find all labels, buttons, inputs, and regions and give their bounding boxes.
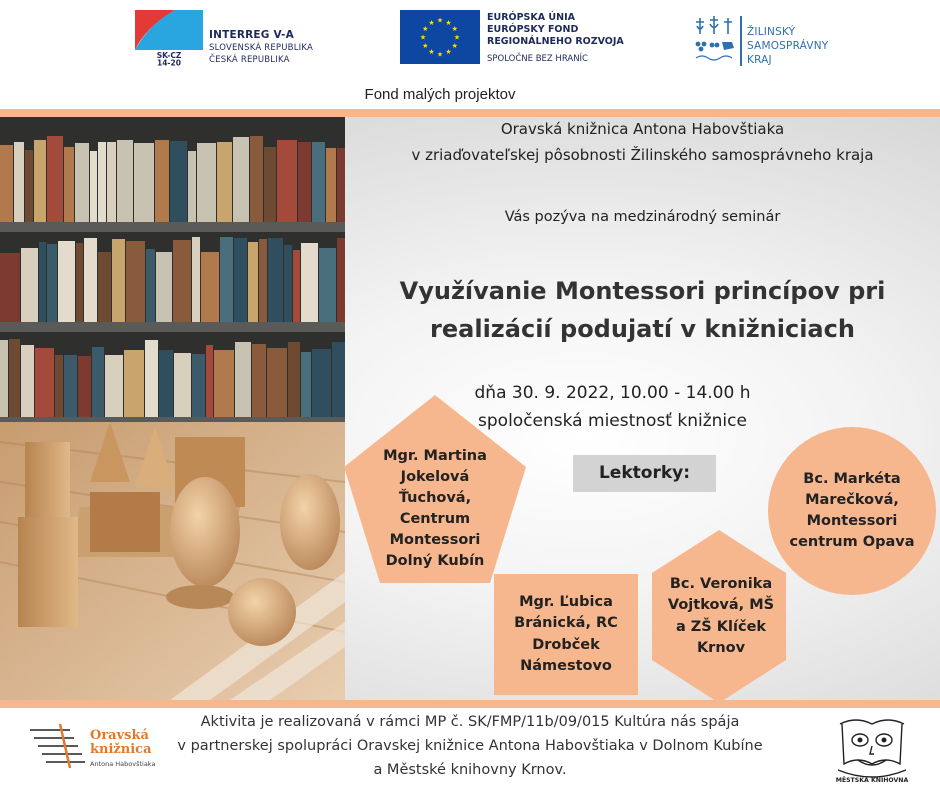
book-spine (248, 242, 258, 322)
book-spine (192, 354, 205, 417)
book-spine (267, 348, 287, 417)
book-spine (35, 348, 54, 417)
book-spine (252, 344, 266, 417)
oravska-logo-name-1: Oravská (90, 728, 149, 743)
lector-name-1: Mgr. Martina Jokelová Ťuchová, Centrum Montessori Dolný Kubín (383, 447, 487, 570)
book-spine (268, 238, 283, 322)
eu-slogan: SPOLOČNE BEZ HRANÍC (487, 54, 588, 64)
book-spine (188, 151, 196, 222)
interreg-country-cz: ČESKÁ REPUBLIKA (209, 55, 290, 65)
seminar-date: dňa 30. 9. 2022, 10.00 - 14.00 h (474, 383, 751, 403)
book-spine (197, 143, 216, 222)
book-spine (319, 248, 336, 322)
book-spine (9, 339, 20, 417)
book-spine (214, 350, 234, 417)
book-spine (288, 342, 300, 417)
mestska-knihovna-logo (832, 712, 912, 784)
book-spine (145, 340, 158, 417)
eu-line-3: REGIONÁLNEHO ROZVOJA (487, 36, 624, 47)
lectors-heading: Lektorky: (573, 455, 716, 492)
oravska-logo-subtitle: Antona Habovštiaka (90, 760, 156, 768)
eu-star-icon: ★ (453, 33, 461, 42)
book-spine (0, 145, 13, 222)
invitation-body (0, 117, 940, 700)
book-spine (39, 242, 46, 322)
seminar-location: spoločenská miestnosť knižnice (478, 411, 747, 431)
organizer-subtitle: v zriaďovateľskej pôsobnosti Žilinského samosprávneho kraja (411, 146, 874, 164)
top-accent-band (0, 109, 940, 117)
lector-circle (768, 427, 936, 595)
eu-flag-icon (400, 10, 480, 64)
book-spine (201, 252, 219, 322)
eu-logo (400, 10, 630, 70)
zilina-crest-icon (692, 12, 736, 64)
lector-name-3: Bc. Veronika Vojtková, MŠ a ZŠ Klíček Krnov (667, 576, 775, 656)
book-spine (117, 140, 133, 222)
book-spine (235, 342, 251, 417)
book-spine (98, 252, 111, 322)
book-spine (301, 352, 311, 417)
eu-star-icon: ★ (422, 25, 429, 33)
footer-line-3: a Městské knihovny Krnov. (373, 762, 567, 778)
mestska-knihovna-label: MĚSTSKÁ KNIHOVNA (835, 777, 909, 784)
seminar-title-line-1: Využívanie Montessori princípov pri (399, 277, 886, 305)
eu-star-icon: ★ (451, 42, 458, 50)
book-spine (76, 243, 83, 322)
book-spine (337, 238, 345, 322)
oravska-logo-name-2: knižnica (90, 742, 152, 757)
book-spine (90, 151, 97, 222)
lector-name-4: Bc. Markéta Marečková, Montessori centrum Opava (789, 470, 915, 551)
eu-star-icon: ★ (436, 50, 444, 59)
book-spine (159, 350, 173, 417)
book-spine (126, 241, 145, 322)
book-spine (156, 252, 172, 322)
book-spine (21, 248, 38, 322)
eu-star-icon: ★ (428, 48, 435, 57)
interreg-country-sk: SLOVENSKÁ REPUBLIKA (209, 43, 313, 53)
book-spine (92, 347, 104, 417)
book-spine (25, 150, 33, 222)
book-spine (98, 142, 106, 222)
interreg-title: INTERREG V-A (209, 29, 294, 41)
eu-star-icon: ★ (436, 16, 444, 25)
book-spine (14, 142, 24, 222)
footer-line-2: v partnerskej spolupráci Oravskej knižnice Antona Habovštiaka v Dolnom Kubíne (177, 738, 763, 754)
book-spine (47, 136, 63, 222)
eu-star-icon: ★ (419, 33, 427, 42)
footer-line-1: Aktivita je realizovaná v rámci MP č. SK/FMP/11b/09/015 Kultúra nás spája (200, 714, 740, 730)
book-spine (250, 136, 263, 222)
book-spine (0, 340, 8, 417)
zilina-divider (740, 16, 742, 66)
library-lines-icon (30, 722, 85, 770)
interreg-period: 14-20 (157, 58, 181, 66)
book-spine (34, 140, 46, 222)
bottom-accent-band (0, 700, 940, 708)
zilina-line-2: SAMOSPRÁVNY (747, 40, 829, 52)
book-spine (173, 240, 191, 322)
eu-star-icon: ★ (445, 48, 452, 57)
book-spine (206, 345, 213, 417)
book-spine (64, 147, 74, 222)
book-spine (21, 345, 34, 417)
book-spine (124, 350, 144, 417)
book-spine (170, 141, 187, 222)
book-spine (55, 355, 63, 417)
lector-square (494, 574, 638, 695)
organizer-name: Oravská knižnica Antona Habovštiaka (500, 120, 785, 138)
book-spine (220, 237, 233, 322)
header (0, 0, 940, 110)
book-spine (75, 143, 89, 222)
book-spine (298, 142, 311, 222)
book-spine (264, 147, 276, 222)
seminar-title-line-2: realizácií podujatí v knižniciach (430, 315, 855, 343)
fund-name: Fond malých projektov (364, 86, 516, 103)
book-spine (134, 143, 154, 222)
book-spine (78, 356, 91, 417)
interreg-mark-icon (135, 10, 203, 66)
book-spine (84, 238, 97, 322)
book-spine (112, 239, 125, 322)
book-spine (58, 241, 75, 322)
book-spine (284, 245, 292, 322)
oravska-kniznica-logo (30, 722, 160, 772)
book-spine (337, 148, 345, 222)
book-spine (312, 142, 325, 222)
interreg-logo (135, 10, 355, 70)
book-spine (277, 140, 297, 222)
wooden-shapes-photo (0, 422, 345, 700)
zilina-region-logo (692, 12, 829, 72)
eu-star-icon: ★ (422, 42, 429, 50)
book-spine (312, 349, 331, 417)
footer (0, 708, 940, 788)
book-spine (233, 137, 249, 222)
book-spine (301, 243, 318, 322)
zilina-line-1: ŽILINSKÝ (747, 26, 796, 38)
eu-star-icon: ★ (445, 18, 452, 27)
shelf-board (0, 222, 345, 232)
book-spine (105, 355, 123, 417)
eu-star-icon: ★ (451, 25, 458, 33)
bookshelf-photo (0, 117, 345, 422)
book-spine (192, 237, 200, 322)
lector-hexagon (652, 530, 786, 703)
book-spine (0, 253, 20, 322)
zilina-line-3: KRAJ (747, 54, 772, 66)
eu-line-1: EURÓPSKA ÚNIA (487, 12, 575, 23)
interreg-badge: SK-CZ (156, 51, 182, 60)
eu-line-2: EURÓPSKY FOND (487, 24, 579, 35)
invitation-line: Vás pozýva na medzinárodný seminár (504, 209, 781, 225)
book-spine (293, 250, 300, 322)
book-spine (155, 140, 169, 222)
book-spine (174, 353, 191, 417)
book-spine (64, 355, 77, 417)
lector-pentagon (344, 395, 526, 583)
book-spine (217, 142, 232, 222)
book-spine (146, 249, 155, 322)
lector-name-2: Mgr. Ľubica Bránická, RC Drobček Námestovo (514, 594, 618, 674)
book-spine (47, 244, 57, 322)
shelf-board (0, 322, 345, 332)
book-spine (259, 239, 267, 322)
eu-star-icon: ★ (428, 18, 435, 27)
book-spine (234, 238, 247, 322)
book-spine (326, 148, 336, 222)
book-spine (107, 142, 116, 222)
